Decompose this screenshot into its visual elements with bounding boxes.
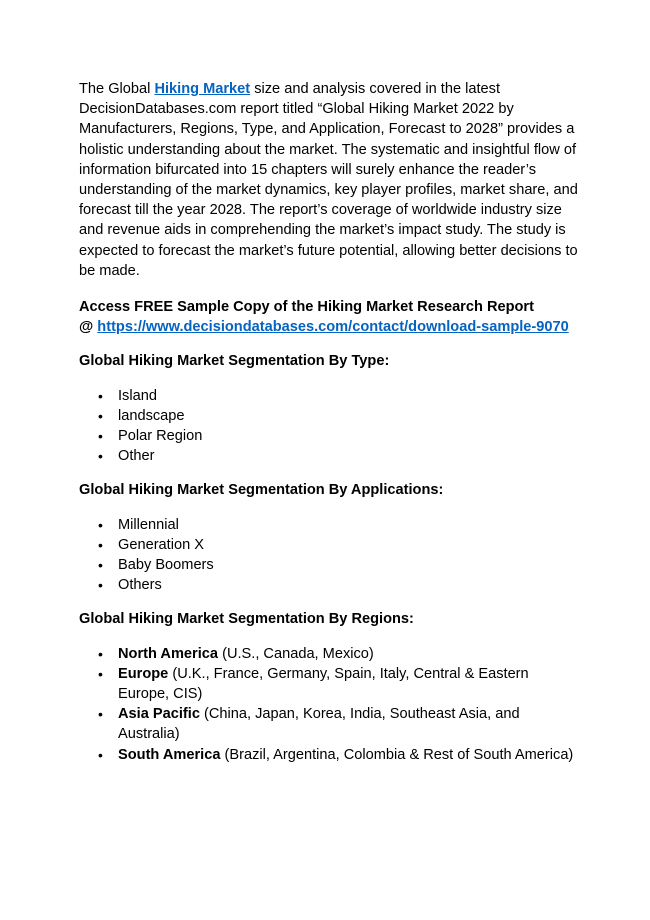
list-item — [79, 745, 579, 765]
region-name: North America — [118, 645, 219, 662]
region-detail: (U.K., France, Germany, Spain, Italy, Central & Eastern Europe, CIS) — [118, 665, 529, 703]
type-segmentation-heading: Global Hiking Market Segmentation By Type: — [79, 353, 390, 370]
applications-list — [79, 515, 579, 596]
list-item: • Millennial — [79, 515, 579, 535]
list-item: • landscape — [79, 406, 579, 426]
list-item — [79, 644, 579, 664]
sample-at-sign: @ — [79, 319, 98, 336]
region-detail: (China, Japan, Korea, India, Southeast Asia, and Australia) — [118, 706, 520, 743]
type-list — [79, 386, 579, 467]
list-item: • Generation X — [79, 535, 579, 555]
list-item: • Polar Region — [79, 426, 579, 446]
region-name: South America — [118, 746, 221, 763]
region-detail: (Brazil, Argentina, Colombia & Rest of South America) — [220, 746, 574, 763]
list-item — [79, 664, 579, 704]
document-body — [79, 79, 579, 779]
hiking-market-link[interactable]: Hiking Market — [154, 81, 251, 97]
region-name: Asia Pacific — [118, 706, 200, 723]
region-name: Europe — [118, 665, 169, 682]
list-item: • Island — [79, 386, 579, 406]
region-detail: (U.S., Canada, Mexico) — [218, 645, 374, 662]
list-item: • Other — [79, 446, 579, 466]
intro-body: size and analysis covered in the latest DecisionDatabases.com report titled “Global Hiking Market 2022 by Manufacturers, Regions, Type, and Application, Forecast to 2028” provides a holistic understanding about the market. The systematic and insightful flow of information bifurcated into 15 chapters will surely enhance the reader’s understanding of the market dynamics, key player profiles, market share, and forecast till the year 2028. The report’s coverage of worldwide industry size and revenue aids in comprehending the market’s impact study. The study is expected to forecast the market’s future potential, allowing better decisions to be made. — [79, 81, 578, 279]
list-item: • Baby Boomers — [79, 555, 579, 575]
sample-copy-paragraph — [79, 297, 579, 337]
applications-segmentation-heading: Global Hiking Market Segmentation By Applications: — [79, 482, 444, 499]
regions-list — [79, 644, 579, 765]
intro-prefix: The Global — [79, 81, 155, 97]
list-item — [79, 704, 579, 744]
intro-paragraph — [79, 79, 579, 281]
sample-download-link[interactable]: https://www.decisiondatabases.com/contact/download-sample-9070 — [97, 319, 569, 336]
list-item: • Others — [79, 575, 579, 595]
regions-segmentation-heading: Global Hiking Market Segmentation By Regions: — [79, 611, 414, 628]
sample-copy-label: Access FREE Sample Copy of the Hiking Market Research Report — [79, 299, 534, 316]
